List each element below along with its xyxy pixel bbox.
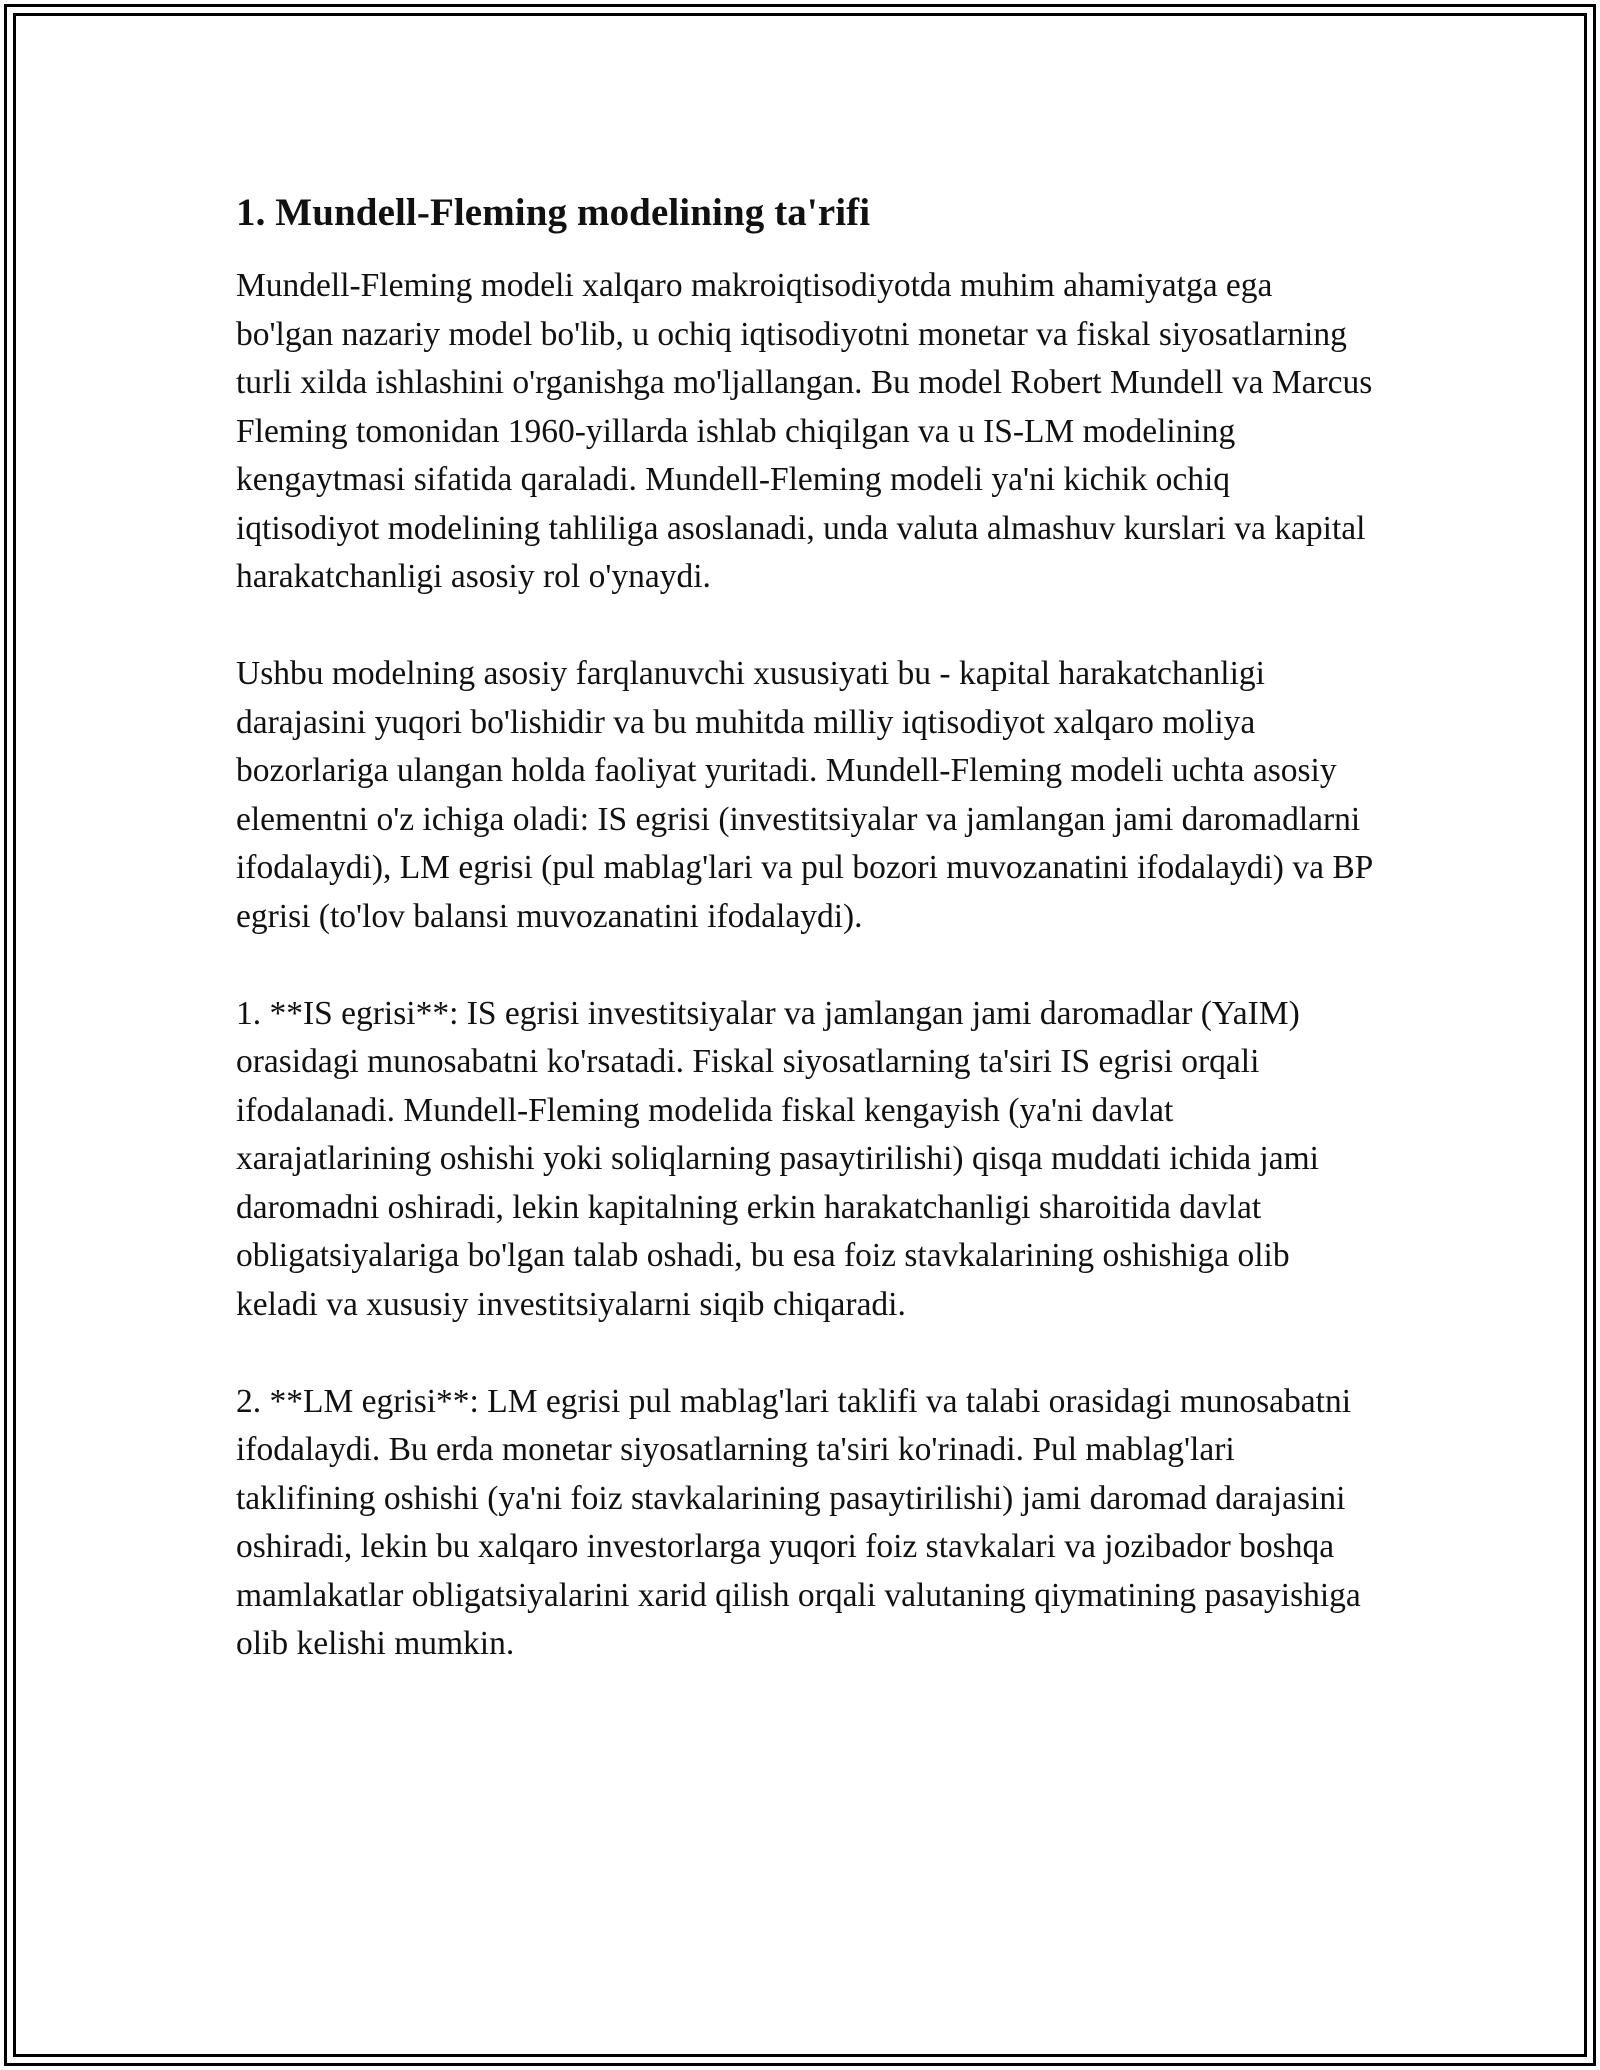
paragraph-is-curve: 1. **IS egrisi**: IS egrisi investitsiyalar va jamlangan jami daromadlar (YaIM) orasidagi munosabatni ko'rsatadi. Fiskal siyosatlarning ta'siri IS egrisi orqali ifodalanadi. Mundell-Fleming modelida fiskal kengayish (ya'ni davlat xarajatlarining oshishi yoki soliqlarning pasaytirilishi) qisqa muddati ichida jami daromadni oshiradi, lekin kapitalning erkin harakatchanligi sharoitida davlat obligatsiyalariga bo'lgan talab oshadi, bu esa foiz stavkalarining oshishiga olib keladi va xususiy investitsiyalarni siqib chiqaradi. (236, 994, 1328, 1323)
page-title: 1. Mundell-Fleming modelining ta'rifi (236, 191, 871, 234)
paragraph-key-features: Ushbu modelning asosiy farqlanuvchi xususiyati bu - kapital harakatchanligi darajasini yuqori bo'lishidir va bu muhitda milliy iqtisodiyot xalqaro moliya bozorlariga ulangan holda faoliyat yuritadi. Mundell-Fleming modeli uchta asosiy elementni o'z ichiga oladi: IS egrisi (investitsiyalar va jamlangan jami daromadlarni ifodalaydi), LM egrisi (pul mablag'lari va pul bozori muvozanatini ifodalaydi) va BP egrisi (to'lov balansi muvozanatini ifodalaydi). (236, 655, 1381, 935)
paragraph-definition: Mundell-Fleming modeli xalqaro makroiqtisodiyotda muhim ahamiyatga ega bo'lgan nazariy model bo'lib, u ochiq iqtisodiyotni monetar va fiskal siyosatlarning turli xilda ishlashini o'rganishga mo'ljallangan. Bu model Robert Mundell va Marcus Fleming tomonidan 1960-yillarda ishlab chiqilgan va u IS-LM modelining kengaytmasi sifatida qaraladi. Mundell-Fleming modeli ya'ni kichik ochiq iqtisodiyot modelining tahliliga asoslanadi, unda valuta almashuv kurslari va kapital harakatchanligi asosiy rol o'ynaydi. (236, 267, 1381, 595)
paragraph-lm-curve: 2. **LM egrisi**: LM egrisi pul mablag'lari taklifi va talabi orasidagi munosabatni ifodalaydi. Bu erda monetar siyosatlarning ta'siri ko'rinadi. Pul mablag'lari taklifining oshishi (ya'ni foiz stavkalarining pasaytirilishi) jami daromad darajasini oshiradi, lekin bu xalqaro investorlarga yuqori foiz stavkalari va jozibador boshqa mamlakatlar obligatsiyalarini xarid qilish orqali valutaning qiymatining pasayishiga olib kelishi mumkin. (236, 1382, 1370, 1662)
document-body (236, 186, 1381, 1669)
